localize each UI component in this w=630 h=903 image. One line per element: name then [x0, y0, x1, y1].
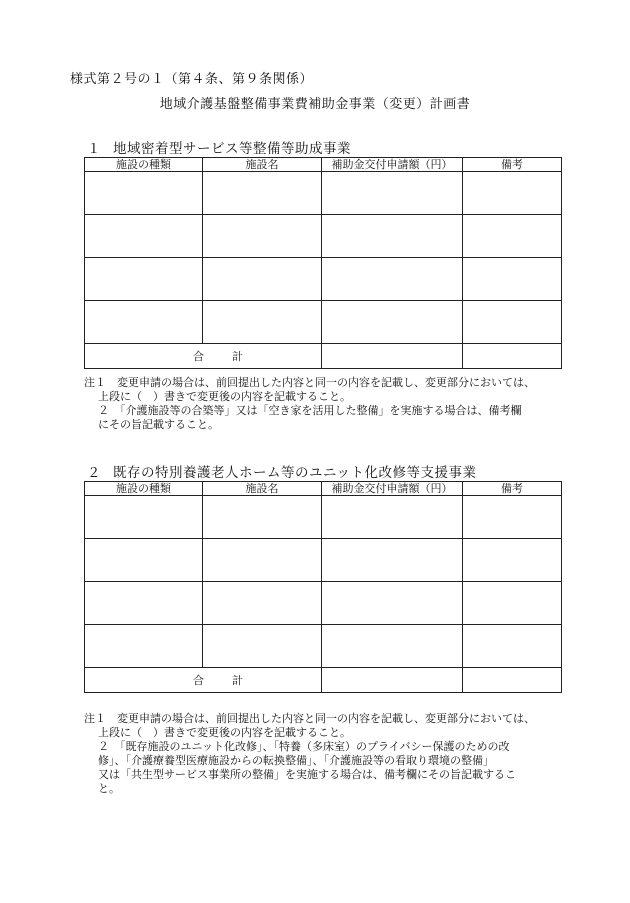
cell-facility-name[interactable]: [203, 258, 322, 301]
cell-remarks[interactable]: [463, 258, 562, 301]
table-row: [85, 301, 562, 344]
note-line: 上段に（ ）書きで変更後の内容を記載すること。: [98, 726, 351, 739]
table-row: [85, 582, 562, 625]
cell-facility-type[interactable]: [85, 582, 203, 625]
note-line: ２ 「介護施設等の合築等」又は「空き家を活用した整備」を実施する場合は、備考欄: [98, 404, 522, 417]
section2-heading: [87, 461, 476, 481]
cell-remarks[interactable]: [463, 582, 562, 625]
note-line: にその旨記載すること。: [98, 418, 219, 431]
total-row: [85, 344, 562, 369]
section1-number: １: [87, 141, 101, 157]
note-line: 注１ 変更申請の場合は、前回提出した内容と同一の内容を記載し、変更部分においては、: [84, 376, 535, 389]
table-row: [85, 172, 562, 215]
cell-total-amount[interactable]: [322, 344, 463, 369]
cell-total-remarks[interactable]: [463, 344, 562, 369]
section1-table: [84, 157, 562, 369]
note-line: ２ 「既存施設のユニット化改修」、「特養（多床室）のプライバシー保護のための改: [98, 740, 510, 753]
column-header-facility-type: 施設の種類: [85, 158, 203, 172]
note-line: 又は「共生型サービス事業所の整備」を実施する場合は、備考欄にその旨記載するこ: [98, 768, 516, 781]
cell-remarks[interactable]: [463, 301, 562, 344]
cell-facility-name[interactable]: [203, 496, 322, 539]
total-label-char2: 計: [232, 350, 243, 363]
cell-facility-type[interactable]: [85, 496, 203, 539]
cell-subsidy-amount[interactable]: [322, 215, 463, 258]
cell-facility-type[interactable]: [85, 539, 203, 582]
cell-total-remarks[interactable]: [463, 668, 562, 693]
cell-facility-name[interactable]: [203, 301, 322, 344]
table-row: [85, 496, 562, 539]
table-header-row: [85, 158, 562, 172]
form-number-label: 様式第２号の１（第４条、第９条関係）: [70, 72, 314, 87]
section2-table: [84, 481, 562, 693]
cell-remarks[interactable]: [463, 215, 562, 258]
table-header-row: [85, 482, 562, 496]
column-header-subsidy-amount: 補助金交付申請額（円）: [322, 158, 463, 172]
cell-total-amount[interactable]: [322, 668, 463, 693]
cell-subsidy-amount[interactable]: [322, 625, 463, 668]
table-row: [85, 215, 562, 258]
note-line: 上段に（ ）書きで変更後の内容を記載すること。: [98, 390, 351, 403]
cell-remarks[interactable]: [463, 539, 562, 582]
cell-facility-name[interactable]: [203, 172, 322, 215]
column-header-facility-name: 施設名: [203, 158, 322, 172]
cell-subsidy-amount[interactable]: [322, 539, 463, 582]
section2-notes: [84, 712, 535, 796]
total-label-char1: 合: [193, 674, 204, 687]
total-label-cell: [85, 344, 322, 369]
section1-title: 地域密着型サービス等整備等助成事業: [113, 141, 351, 157]
cell-remarks[interactable]: [463, 172, 562, 215]
column-header-subsidy-amount: 補助金交付申請額（円）: [322, 482, 463, 496]
cell-subsidy-amount[interactable]: [322, 301, 463, 344]
note-line: と。: [98, 782, 120, 795]
cell-facility-name[interactable]: [203, 539, 322, 582]
total-label-cell: [85, 668, 322, 693]
cell-remarks[interactable]: [463, 496, 562, 539]
cell-facility-name[interactable]: [203, 582, 322, 625]
document-title: 地域介護基盤整備事業費補助金事業（変更）計画書: [159, 97, 471, 112]
cell-remarks[interactable]: [463, 625, 562, 668]
cell-subsidy-amount[interactable]: [322, 582, 463, 625]
table-row: [85, 625, 562, 668]
column-header-facility-name: 施設名: [203, 482, 322, 496]
section2-number: ２: [87, 465, 101, 481]
cell-subsidy-amount[interactable]: [322, 172, 463, 215]
section2-title: 既存の特別養護老人ホーム等のユニット化改修等支援事業: [113, 465, 477, 481]
cell-facility-type[interactable]: [85, 625, 203, 668]
total-row: [85, 668, 562, 693]
cell-subsidy-amount[interactable]: [322, 258, 463, 301]
total-label-char1: 合: [193, 350, 204, 363]
note-line: 注１ 変更申請の場合は、前回提出した内容と同一の内容を記載し、変更部分においては、: [84, 712, 535, 725]
cell-facility-type[interactable]: [85, 301, 203, 344]
cell-facility-name[interactable]: [203, 625, 322, 668]
cell-facility-name[interactable]: [203, 215, 322, 258]
cell-facility-type[interactable]: [85, 215, 203, 258]
total-label-char2: 計: [232, 674, 243, 687]
table-row: [85, 539, 562, 582]
column-header-remarks: 備考: [463, 482, 562, 496]
cell-subsidy-amount[interactable]: [322, 496, 463, 539]
column-header-facility-type: 施設の種類: [85, 482, 203, 496]
column-header-remarks: 備考: [463, 158, 562, 172]
note-line: 修」、「介護療養型医療施設からの転換整備」、「介護施設等の看取り環境の整備」: [98, 754, 494, 767]
cell-facility-type[interactable]: [85, 258, 203, 301]
table-row: [85, 258, 562, 301]
cell-facility-type[interactable]: [85, 172, 203, 215]
section1-notes: [84, 376, 535, 432]
section1-heading: [87, 137, 351, 157]
